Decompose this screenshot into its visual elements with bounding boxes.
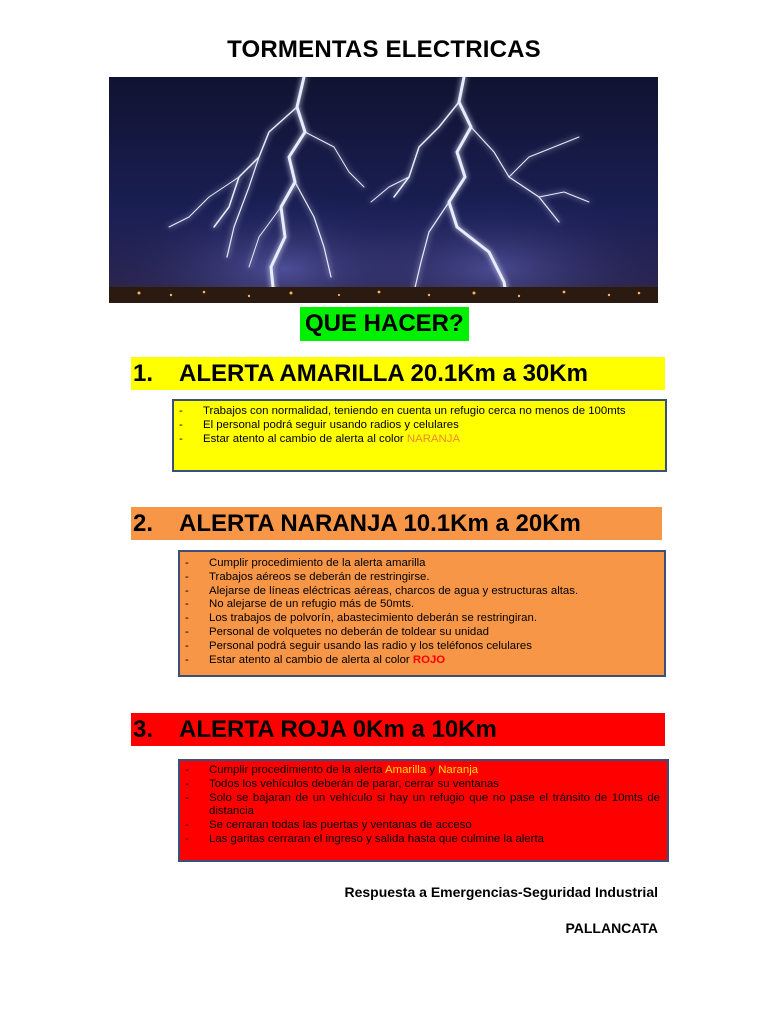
list-item: - Cumplir procedimiento de la alerta amarilla bbox=[185, 557, 426, 569]
page-title: TORMENTAS ELECTRICAS bbox=[227, 36, 541, 63]
lightning-image bbox=[109, 77, 658, 303]
list-item: - Todos los vehículos deberán de parar, cerrar su ventanas bbox=[185, 777, 499, 790]
alert-yellow-number: 1. bbox=[133, 360, 154, 387]
list-item: - Las garitas cerraran el ingreso y salida hasta que culmine la alerta bbox=[185, 832, 544, 845]
alert-orange-number: 2. bbox=[133, 510, 154, 537]
list-item: - Personal de volquetes no deberán de toldear su unidad bbox=[185, 625, 489, 638]
footer-department: Respuesta a Emergencias-Seguridad Industrial bbox=[344, 884, 658, 900]
alert-red-heading bbox=[131, 713, 665, 746]
alert-red-number: 3. bbox=[133, 716, 154, 743]
list-item: - Los trabajos de polvorín, abastecimiento deberán se restringiran. bbox=[185, 612, 537, 625]
alert-red-title: ALERTA ROJA 0Km a 10Km bbox=[179, 716, 497, 743]
amarilla-word: Amarilla bbox=[385, 764, 427, 776]
footer-site: PALLANCATA bbox=[565, 920, 658, 936]
list-item: - Trabajos aéreos se deberán de restringirse. bbox=[185, 570, 430, 583]
que-hacer-heading: QUE HACER? bbox=[300, 307, 469, 341]
list-item: - Solo se bajaran de un vehículo si hay un refugio que no pase el tránsito de 10mts de distancia bbox=[185, 791, 660, 818]
alert-orange-box bbox=[178, 550, 666, 677]
lightning-photo bbox=[109, 77, 658, 303]
list-item: - Cumplir procedimiento de la alerta Amarilla y Naranja bbox=[185, 764, 479, 776]
list-item: - No alejarse de un refugio más de 50mts. bbox=[185, 598, 415, 611]
alert-yellow-box bbox=[172, 399, 667, 472]
alert-yellow-heading bbox=[131, 357, 665, 390]
naranja-word: NARANJA bbox=[406, 432, 461, 445]
naranja-word: Naranja bbox=[438, 764, 479, 776]
list-item: - Estar atento al cambio de alerta al color NARANJA bbox=[179, 432, 461, 445]
list-item: - Trabajos con normalidad, teniendo en cuenta un refugio cerca no menos de 100mts bbox=[179, 405, 626, 417]
alert-orange-title: ALERTA NARANJA 10.1Km a 20Km bbox=[179, 510, 581, 537]
list-item: - El personal podrá seguir usando radios y celulares bbox=[179, 418, 459, 431]
list-item: - Personal podrá seguir usando las radio y los teléfonos celulares bbox=[185, 639, 532, 652]
list-item: - Alejarse de líneas eléctricas aéreas, charcos de agua y estructuras altas. bbox=[185, 584, 579, 597]
alert-yellow-title: ALERTA AMARILLA 20.1Km a 30Km bbox=[179, 360, 588, 387]
list-item: - Estar atento al cambio de alerta al color ROJO bbox=[185, 653, 446, 666]
alert-orange-heading bbox=[131, 507, 662, 540]
rojo-word: ROJO bbox=[412, 653, 446, 666]
list-item: - Se cerraran todas las puertas y ventanas de acceso bbox=[185, 819, 472, 832]
alert-red-box bbox=[178, 759, 669, 862]
